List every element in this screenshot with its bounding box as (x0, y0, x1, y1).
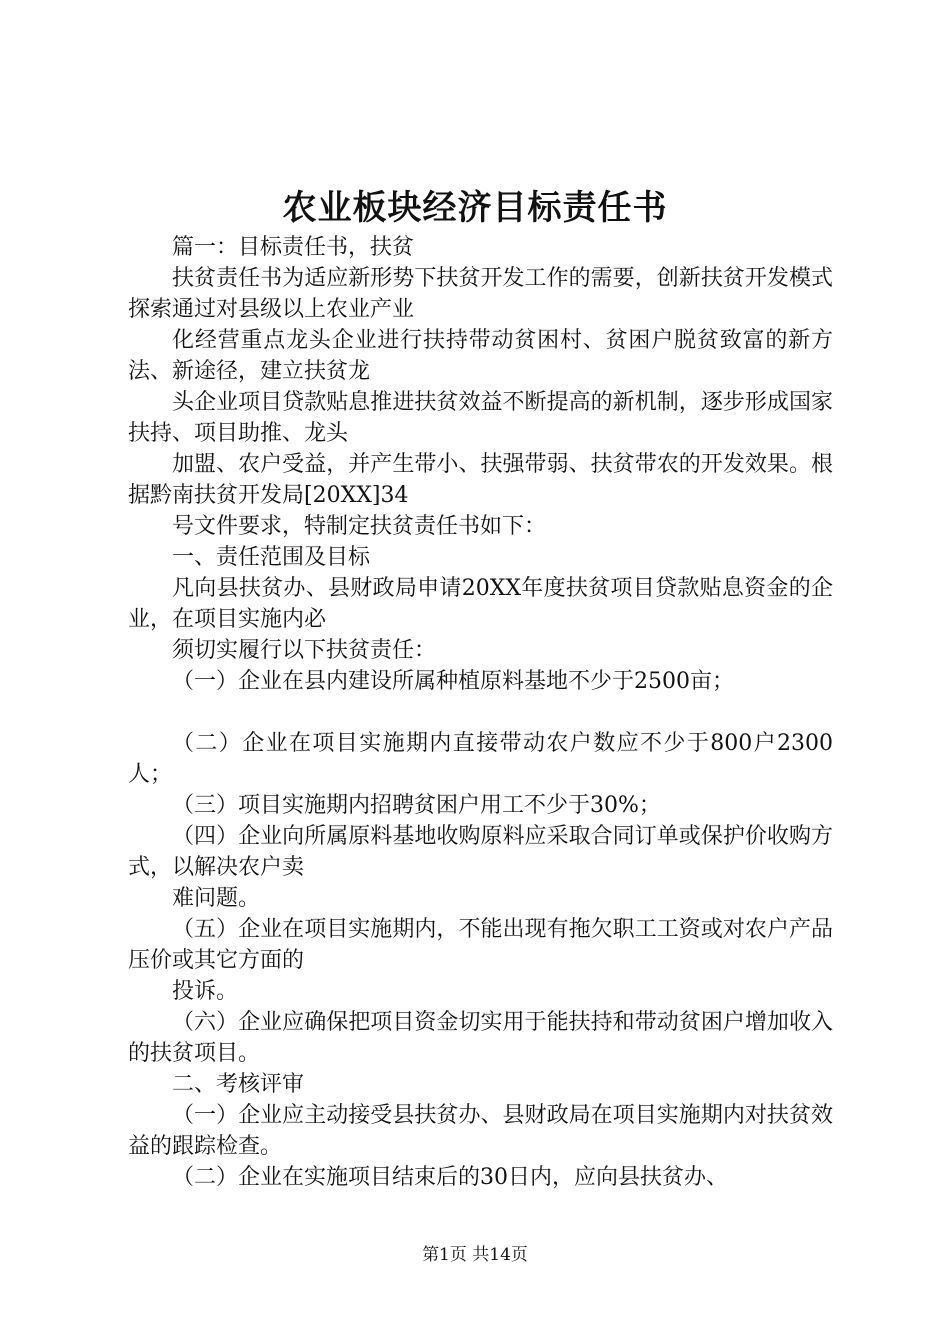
paragraph: 加盟、农户受益，并产生带小、扶强带弱、扶贫带农的开发效果。根据黔南扶贫开发局[20XX]34 (128, 452, 833, 508)
document-title: 农业板块经济目标责任书 (282, 188, 668, 228)
list-item: （一）企业在县内建设所属种植原料基地不少于2500亩； (172, 669, 734, 694)
paragraph: 凡向县扶贫办、县财政局申请20XX年度扶贫项目贷款贴息资金的企业，在项目实施内必 (128, 576, 833, 632)
paragraph: 号文件要求，特制定扶贫责任书如下： (172, 514, 547, 539)
list-item: （四）企业向所属原料基地收购原料应采取合同订单或保护价收购方式，以解决农户卖 (128, 824, 833, 880)
list-item: （二）企业在项目实施期内直接带动农户数应不少于800户2300人； (128, 731, 833, 787)
list-item: （二）企业在实施项目结束后的30日内，应向县扶贫办、 (172, 1165, 728, 1190)
paragraph: 化经营重点龙头企业进行扶持带动贫困村、贫困户脱贫致富的新方法、新途径，建立扶贫龙 (128, 328, 833, 384)
document-body (128, 232, 833, 1193)
list-item: （五）企业在项目实施期内，不能出现有拖欠职工工资或对农户产品压价或其它方面的 (128, 917, 833, 973)
paragraph: 头企业项目贷款贴息推进扶贫效益不断提高的新机制，逐步形成国家扶持、项目助推、龙头 (128, 390, 833, 446)
list-item: （一）企业应主动接受县扶贫办、县财政局在项目实施期内对扶贫效益的跟踪检查。 (128, 1103, 833, 1159)
paragraph: 难问题。 (172, 886, 261, 911)
page-footer: 第1页 共14页 (422, 1245, 528, 1265)
list-item: （六）企业应确保把项目资金切实用于能扶持和带动贫困户增加收入的扶贫项目。 (128, 1010, 833, 1066)
paragraph: 须切实履行以下扶贫责任： (172, 638, 437, 663)
section-heading-review: 二、考核评审 (172, 1072, 305, 1097)
paragraph: 扶贫责任书为适应新形势下扶贫开发工作的需要，创新扶贫开发模式探索通过对县级以上农业产业 (128, 266, 833, 322)
paragraph-heading-part-one: 篇一：目标责任书，扶贫 (172, 235, 415, 260)
list-item: （三）项目实施期内招聘贫困户用工不少于30%； (172, 793, 661, 818)
section-heading-scope: 一、责任范围及目标 (172, 545, 371, 570)
paragraph: 投诉。 (172, 979, 239, 1004)
